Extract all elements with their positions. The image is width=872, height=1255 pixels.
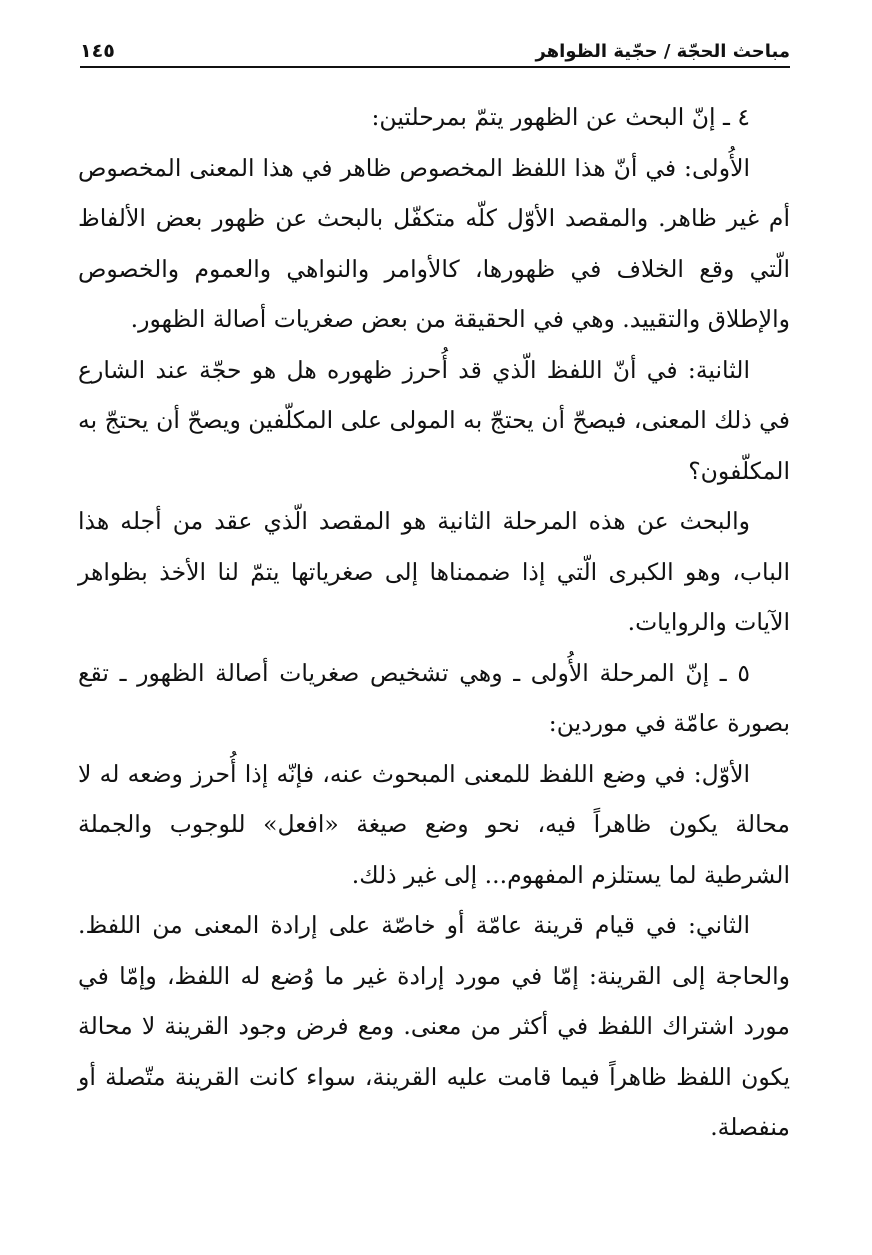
paragraph-first-stage: الأُولى: في أنّ هذا اللفظ المخصوص ظاهر في هذا المعنى المخصوص أم غير ظاهر. والمقصد الأوّل كلّه متكفّل بالبحث عن ظهور بعض الألفاظ الّتي وقع الخلاف في ظهورها، كالأوامر والنواهي والعموم والخصوص والإطلاق والتقييد. وهي في الحقيقة من بعض صغريات أصالة الظهور. [78, 153, 790, 333]
paragraph-point-4: ٤ ـ إنّ البحث عن الظهور يتمّ بمرحلتين: [371, 103, 750, 131]
page-body [78, 92, 790, 1153]
paragraph-second-stage: الثانية: في أنّ اللفظ الّذي قد أُحرز ظهوره هل هو حجّة عند الشارع في ذلك المعنى، فيصحّ أن يحتجّ به المولى على المكلّفين ويصحّ أن يحتجّ به المكلّفون؟ [78, 355, 790, 485]
paragraph-first-case: الأوّل: في وضع اللفظ للمعنى المبحوث عنه، فإنّه إذا أُحرز وضعه له لا محالة يكون ظاهراً فيه، نحو وضع صيغة «افعل» للوجوب والجملة الشرطية لما يستلزم المفهوم... إلى غير ذلك. [78, 759, 790, 889]
running-title: مباحث الحجّة / حجّية الظواهر [535, 41, 790, 62]
page-header [80, 36, 790, 68]
paragraph-second-stage-discussion: والبحث عن هذه المرحلة الثانية هو المقصد الّذي عقد من أجله هذا الباب، وهو الكبرى الّتي إذا ضممناها إلى صغرياتها يتمّ لنا الأخذ بظواهر الآيات والروايات. [78, 507, 790, 636]
page-number: ١٤٥ [80, 40, 115, 62]
paragraph-point-5: ٥ ـ إنّ المرحلة الأُولى ـ وهي تشخيص صغريات أصالة الظهور ـ تقع بصورة عامّة في موردين: [78, 658, 790, 737]
paragraph-second-case: الثاني: في قيام قرينة عامّة أو خاصّة على إرادة المعنى من اللفظ. والحاجة إلى القرينة: إمّا في مورد إرادة غير ما وُضع له اللفظ، وإمّا في مورد اشتراك اللفظ في أكثر من معنى. ومع فرض وجود القرينة لا محالة يكون اللفظ ظاهراً فيما قامت عليه القرينة، سواء كانت القرينة متّصلة أو منفصلة. [78, 911, 790, 1141]
